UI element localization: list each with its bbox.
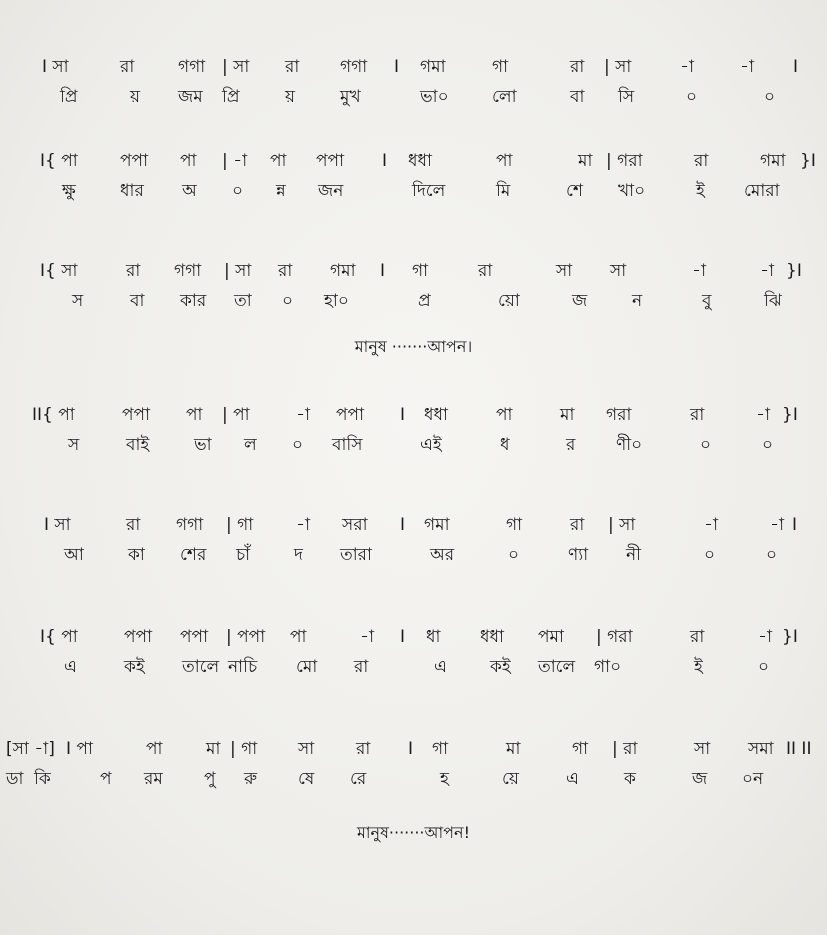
lyrics-row xyxy=(0,652,827,682)
notation-block-7 xyxy=(0,734,827,794)
lyric-syllable: ০ xyxy=(766,545,778,565)
lyric-syllable: নাচি xyxy=(228,657,258,677)
lyric-syllable: জ xyxy=(572,291,588,311)
note: পপা xyxy=(120,151,149,171)
lyric-syllable: ই xyxy=(694,657,703,677)
lyric-syllable: রম xyxy=(144,769,163,789)
note: -া xyxy=(296,515,310,535)
bar-marker: I xyxy=(408,739,414,759)
bar-marker: I xyxy=(792,515,798,535)
lyric-syllable: প xyxy=(100,769,112,789)
note: গমা xyxy=(760,151,786,171)
note: সমা xyxy=(748,739,774,759)
lyric-syllable: শে xyxy=(566,181,583,201)
lyric-syllable: বাসি xyxy=(332,435,363,455)
lyrics-row xyxy=(0,176,827,206)
lyric-syllable: গা০ xyxy=(594,657,622,677)
note: সরা xyxy=(342,515,368,535)
note: -া xyxy=(758,627,772,647)
note: পা xyxy=(496,405,513,425)
lyric-syllable: ০ xyxy=(758,657,770,677)
lyric-syllable: ণ্যা xyxy=(568,545,589,565)
lyrics-row xyxy=(0,286,827,316)
lyric-syllable: ভা০ xyxy=(420,87,449,107)
lyric-syllable: য় xyxy=(130,87,141,107)
bar-marker: I xyxy=(793,57,799,77)
lyric-syllable: এ xyxy=(566,769,579,789)
note: গমা xyxy=(420,57,446,77)
note: পা xyxy=(270,151,287,171)
note: রা xyxy=(126,261,141,281)
lyric-syllable: ০ xyxy=(292,435,304,455)
note: গা xyxy=(432,739,449,759)
lyric-syllable: ক্ষু xyxy=(62,181,76,201)
note: [সা -া] xyxy=(6,739,55,759)
lyric-syllable: য়ো xyxy=(498,291,520,311)
notes-row xyxy=(0,734,827,764)
lyric-syllable: ধার xyxy=(120,181,144,201)
bar-marker: }I xyxy=(800,151,816,171)
end-marker: II II xyxy=(786,739,812,759)
note: রা xyxy=(285,57,300,77)
lyric-syllable: ০ xyxy=(704,545,716,565)
note: -া xyxy=(360,627,374,647)
notes-row xyxy=(0,400,827,430)
lyric-syllable: মোরা xyxy=(744,181,780,201)
note: ধধা xyxy=(408,151,432,171)
notes-row xyxy=(0,510,827,540)
note: সা xyxy=(298,739,315,759)
lyric-syllable: ০ xyxy=(700,435,712,455)
note: | গরা xyxy=(596,627,633,647)
note: -া xyxy=(296,405,310,425)
lyric-syllable: র xyxy=(566,435,576,455)
lyric-syllable: ধ xyxy=(500,435,510,455)
lyric-syllable: রে xyxy=(350,769,367,789)
note: -া xyxy=(760,261,774,281)
note: রা xyxy=(690,405,705,425)
note: I সা xyxy=(42,57,69,77)
bar-marker: I xyxy=(400,627,406,647)
lyric-syllable: খা০ xyxy=(618,181,646,201)
lyric-syllable: তারা xyxy=(340,545,372,565)
lyric-syllable: জম xyxy=(178,87,203,107)
lyric-syllable: নী xyxy=(626,545,642,565)
lyric-syllable: আ xyxy=(64,545,84,565)
lyric-syllable: হা০ xyxy=(324,291,349,311)
note: পা xyxy=(186,405,203,425)
note: I সা xyxy=(44,515,71,535)
note: | পা xyxy=(222,405,250,425)
lyric-syllable: ডা xyxy=(6,769,24,789)
lyric-syllable: রা xyxy=(354,657,369,677)
lyric-syllable: প্রি xyxy=(60,87,78,107)
note: গগা xyxy=(178,57,206,77)
refrain-caption: মানুষ·······আপন! xyxy=(357,823,470,842)
note: পপা xyxy=(122,405,151,425)
note: রা xyxy=(120,57,135,77)
note: | সা xyxy=(604,57,632,77)
notation-block-5 xyxy=(0,510,827,570)
lyric-syllable: কই xyxy=(124,657,145,677)
lyrics-row xyxy=(0,82,827,112)
lyric-syllable: এ xyxy=(64,657,77,677)
lyric-syllable: ন xyxy=(632,291,643,311)
notes-row xyxy=(0,256,827,286)
note: পপা xyxy=(336,405,365,425)
lyric-syllable: ণী০ xyxy=(616,435,643,455)
note: -া xyxy=(770,515,784,535)
note: রা xyxy=(478,261,493,281)
note: | গরা xyxy=(606,151,643,171)
lyric-syllable: জন xyxy=(318,181,344,201)
lyric-syllable: বা xyxy=(570,87,585,107)
note: -া xyxy=(704,515,718,535)
lyric-syllable: ঝি xyxy=(764,291,782,311)
lyric-syllable: শের xyxy=(180,545,207,565)
lyrics-row xyxy=(0,540,827,570)
note: রা xyxy=(690,627,705,647)
note: সা xyxy=(694,739,711,759)
note: পা xyxy=(146,739,163,759)
note: I পা xyxy=(66,739,93,759)
note: | সা xyxy=(224,261,252,281)
lyric-syllable: জ xyxy=(692,769,708,789)
note: মা xyxy=(560,405,575,425)
note: গগা xyxy=(176,515,204,535)
lyric-syllable: এই xyxy=(420,435,442,455)
lyric-syllable: বা xyxy=(130,291,145,311)
note: ধা xyxy=(426,627,441,647)
bar-marker: I xyxy=(380,261,386,281)
lyric-syllable: তা xyxy=(234,291,252,311)
note: -া xyxy=(756,405,770,425)
note: পপা xyxy=(316,151,345,171)
note: গগা xyxy=(174,261,202,281)
lyric-syllable: ন্ন xyxy=(276,181,286,201)
lyric-syllable: ল xyxy=(244,435,257,455)
notes-row xyxy=(0,52,827,82)
note: | সা xyxy=(608,515,636,535)
note: গরা xyxy=(606,405,632,425)
note: | সা xyxy=(222,57,250,77)
lyric-syllable: দিলে xyxy=(412,181,446,201)
lyric-syllable: মি xyxy=(496,181,511,201)
note: পপা xyxy=(180,627,209,647)
lyric-syllable: স xyxy=(68,435,80,455)
note: পমা xyxy=(538,627,564,647)
lyric-syllable: চাঁ xyxy=(236,545,251,565)
notation-block-6 xyxy=(0,622,827,682)
note: | গা xyxy=(226,515,254,535)
notes-row xyxy=(0,146,827,176)
lyric-syllable: ০ xyxy=(508,545,520,565)
lyric-syllable: ই xyxy=(696,181,705,201)
lyric-syllable: কা xyxy=(128,545,145,565)
note: II{ পা xyxy=(32,405,75,425)
lyric-syllable: ক xyxy=(624,769,636,789)
lyric-syllable: প্রি xyxy=(222,87,240,107)
lyrics-row xyxy=(0,430,827,460)
notation-block-3 xyxy=(0,256,827,316)
note: গগা xyxy=(340,57,368,77)
lyric-syllable: ভা xyxy=(194,435,212,455)
lyric-syllable: কই xyxy=(490,657,511,677)
lyric-syllable: পু xyxy=(204,769,216,789)
lyrics-row xyxy=(0,764,827,794)
note: মা xyxy=(206,739,221,759)
note: রা xyxy=(570,57,585,77)
note: গমা xyxy=(424,515,450,535)
note: ধধা xyxy=(480,627,504,647)
lyric-syllable: ০ন xyxy=(742,769,764,789)
note: | -া xyxy=(222,151,248,171)
lyric-syllable: মুখ xyxy=(340,87,361,107)
note: | পপা xyxy=(226,627,266,647)
note: সা xyxy=(610,261,627,281)
note: পা xyxy=(496,151,513,171)
lyric-syllable: হ xyxy=(440,769,449,789)
lyric-syllable: লো xyxy=(492,87,517,107)
lyric-syllable: কার xyxy=(180,291,207,311)
note: পা xyxy=(180,151,197,171)
bar-marker: I xyxy=(400,515,406,535)
bar-marker: I xyxy=(400,405,406,425)
lyric-syllable: বু xyxy=(702,291,712,311)
notation-block-1 xyxy=(0,52,827,112)
lyric-syllable: য় xyxy=(285,87,296,107)
lyric-syllable: রু xyxy=(244,769,258,789)
lyric-syllable: ০ xyxy=(282,291,294,311)
lyric-syllable: য়ে xyxy=(502,769,519,789)
lyric-syllable: প্র xyxy=(418,291,431,311)
bar-marker: }I xyxy=(786,261,802,281)
note: I{ সা xyxy=(40,261,78,281)
notation-block-2 xyxy=(0,146,827,206)
note: | গা xyxy=(230,739,258,759)
note: রা xyxy=(278,261,293,281)
note: গা xyxy=(492,57,509,77)
note: | রা xyxy=(612,739,638,759)
note: ধধা xyxy=(424,405,448,425)
note: -া xyxy=(692,261,706,281)
note: I{ পা xyxy=(40,151,78,171)
bar-marker: }I xyxy=(782,627,798,647)
bar-marker: I xyxy=(382,151,388,171)
note: -া xyxy=(680,57,694,77)
note: সা xyxy=(556,261,573,281)
note: গমা xyxy=(330,261,356,281)
lyric-syllable: কি xyxy=(34,769,51,789)
lyric-syllable: দ xyxy=(294,545,303,565)
refrain-caption: মানুষ ·······আপন। xyxy=(354,337,473,356)
lyric-syllable: এ xyxy=(434,657,447,677)
note: রা xyxy=(570,515,585,535)
note: রা xyxy=(694,151,709,171)
bar-marker: I xyxy=(394,57,400,77)
lyric-syllable: বাই xyxy=(126,435,150,455)
lyric-syllable: ০ xyxy=(232,181,244,201)
note: -া xyxy=(740,57,754,77)
note: গা xyxy=(572,739,589,759)
note: মা xyxy=(578,151,593,171)
lyric-syllable: অ xyxy=(182,181,197,201)
lyric-syllable: তালে xyxy=(182,657,220,677)
note: পপা xyxy=(124,627,153,647)
lyric-syllable: ০ xyxy=(762,435,774,455)
note: পা xyxy=(290,627,307,647)
lyric-syllable: ষে xyxy=(298,769,315,789)
lyric-syllable: ০ xyxy=(686,87,698,107)
notes-row xyxy=(0,622,827,652)
notation-block-4 xyxy=(0,400,827,460)
lyric-syllable: স xyxy=(72,291,84,311)
note: গা xyxy=(412,261,429,281)
note: I{ পা xyxy=(40,627,78,647)
note: গা xyxy=(506,515,523,535)
bar-marker: }I xyxy=(782,405,798,425)
lyric-syllable: মো xyxy=(296,657,318,677)
lyric-syllable: ০ xyxy=(764,87,776,107)
lyric-syllable: সি xyxy=(618,87,635,107)
note: মা xyxy=(506,739,521,759)
note: রা xyxy=(126,515,141,535)
note: রা xyxy=(356,739,371,759)
lyric-syllable: তালে xyxy=(538,657,576,677)
lyric-syllable: অর xyxy=(430,545,455,565)
